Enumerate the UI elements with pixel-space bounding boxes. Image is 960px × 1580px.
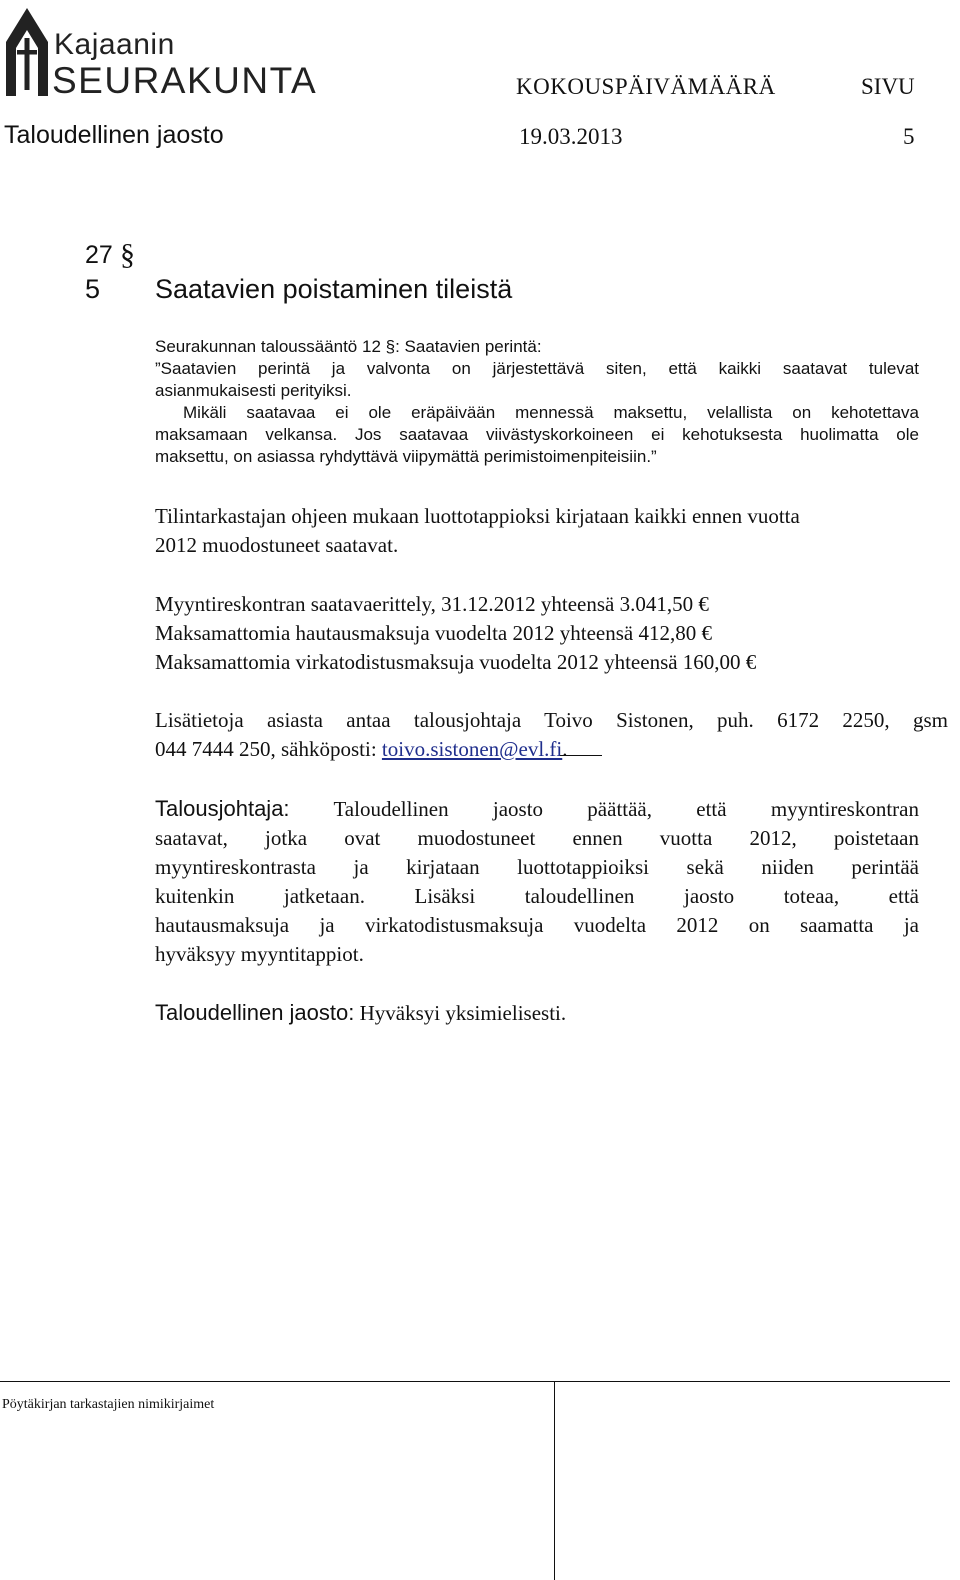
decision-line: hautausmaksuja ja virkatodistusmaksuja vuodelta 2012 on saamatta ja <box>155 913 919 937</box>
decision-line: kuitenkin jatketaan. Lisäksi taloudellinen jaosto toteaa, että <box>155 884 919 908</box>
decision-line: hyväksyy myyntitappiot. <box>155 942 364 966</box>
organization-logo <box>4 4 334 100</box>
contact-line-2 <box>155 735 948 764</box>
quote-line: maksamaan velkansa. Jos saatavaa viivästyskorkoineen ei kehotuksesta huolimatta ole <box>155 425 919 444</box>
quote-line: Mikäli saatavaa ei ole eräpäivään mennessä maksettu, velallista on kehotettava <box>183 403 919 422</box>
email-link[interactable]: toivo.sistonen@evl.fi <box>381 737 563 761</box>
result-text: Hyväksyi yksimielisesti. <box>354 1001 567 1025</box>
decision-label: Talousjohtaja: <box>155 796 290 821</box>
item-title: Saatavien poistaminen tileistä <box>155 274 513 304</box>
contact-prefix: 044 7444 250, sähköposti: <box>155 737 382 761</box>
decision-line: saatavat, jotka ovat muodostuneet ennen vuotta 2012, poistetaan <box>155 826 919 850</box>
decision-proposal <box>155 794 919 969</box>
receivables-list <box>155 590 945 677</box>
page-number: 5 <box>903 124 915 149</box>
bylaw-quote <box>155 336 919 468</box>
quote-line: ”Saatavien perintä ja valvonta on järjestettävä siten, että kaikki saatavat tulevat <box>155 359 919 378</box>
committee-name: Taloudellinen jaosto <box>4 121 224 149</box>
receivable-item: Myyntireskontran saatavaerittely, 31.12.2012 yhteensä 3.041,50 € <box>155 592 709 616</box>
decision-line-1 <box>155 794 919 824</box>
decision-result <box>155 998 919 1028</box>
footer-rule <box>0 1381 950 1382</box>
meeting-date: 19.03.2013 <box>519 124 623 149</box>
receivable-item: Maksamattomia virkatodistusmaksuja vuodelta 2012 yhteensä 160,00 € <box>155 650 757 674</box>
email-suffix: . <box>562 737 568 761</box>
quote-line: Seurakunnan taloussääntö 12 §: Saatavien perintä: <box>155 337 542 356</box>
logo-line-2: SEURAKUNTA <box>52 60 318 101</box>
paragraph-line: Tilintarkastajan ohjeen mukaan luottotappioksi kirjataan kaikki ennen vuotta <box>155 504 800 528</box>
logo-line-1: Kajaanin <box>54 28 175 61</box>
footer-label: Pöytäkirjan tarkastajien nimikirjaimet <box>2 1397 215 1412</box>
underline-extension <box>560 754 602 756</box>
result-label: Taloudellinen jaosto: <box>155 1000 355 1025</box>
decision-text: Taloudellinen jaosto päättää, että myyntireskontran <box>333 797 919 821</box>
church-cross-logo-icon <box>4 4 50 96</box>
footer-divider <box>554 1381 555 1580</box>
quote-line: asianmukaisesti perityiksi. <box>155 381 352 400</box>
page-label: SIVU <box>861 74 915 99</box>
decision-line: myyntireskontrasta ja kirjataan luottotappioiksi sekä niiden perintää <box>155 855 919 879</box>
section-number: 27 <box>85 241 113 269</box>
meeting-date-label: KOKOUSPÄIVÄMÄÄRÄ <box>516 74 776 99</box>
contact-info <box>155 706 948 764</box>
item-number: 5 <box>85 274 101 304</box>
receivable-item: Maksamattomia hautausmaksuja vuodelta 2012 yhteensä 412,80 € <box>155 621 712 645</box>
auditor-paragraph <box>155 502 945 560</box>
paragraph-line: 2012 muodostuneet saatavat. <box>155 533 399 557</box>
quote-line: maksettu, on asiassa ryhdyttävä viipymättä perimistoimenpiteisiin.” <box>155 447 657 466</box>
contact-line: Lisätietoja asiasta antaa talousjohtaja Toivo Sistonen, puh. 6172 2250, gsm <box>155 708 948 732</box>
section-symbol: § <box>120 238 135 271</box>
